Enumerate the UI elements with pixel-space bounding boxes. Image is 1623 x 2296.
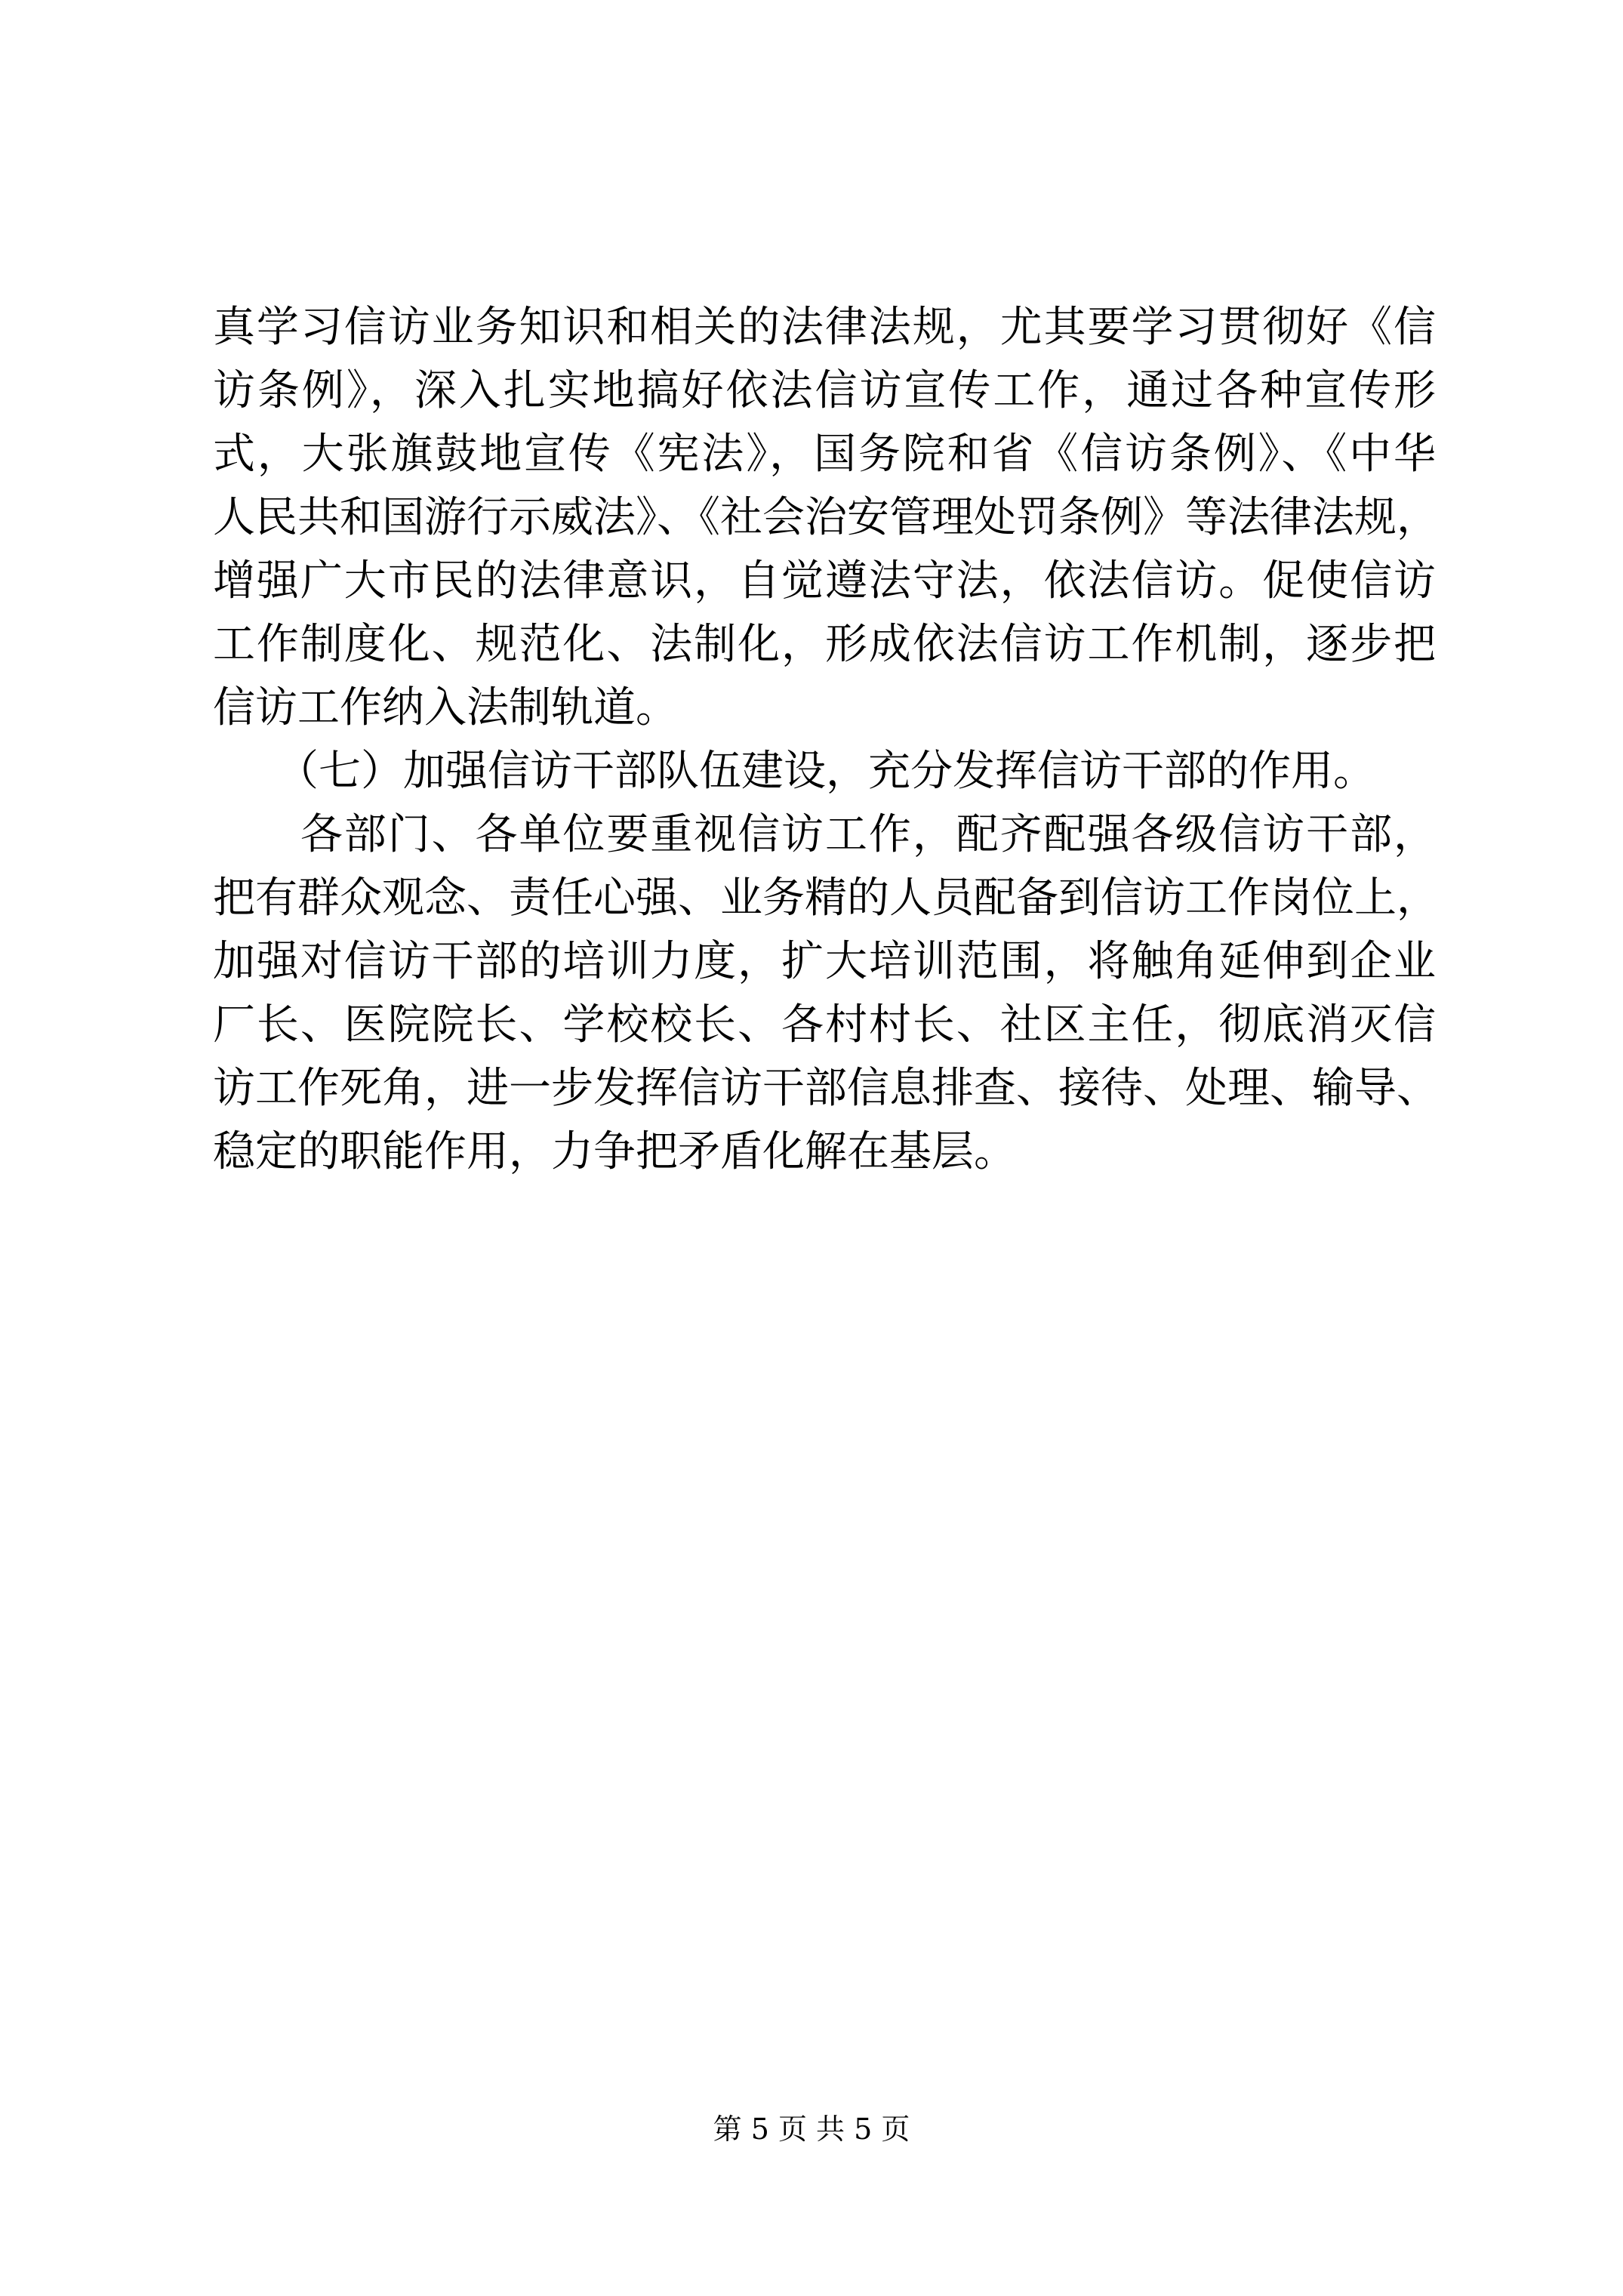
text-line: 访条例》，深入扎实地搞好依法信访宣传工作，通过各种宣传形 (213, 366, 1436, 415)
text-line: 工作制度化、规范化、法制化，形成依法信访工作机制，逐步把 (213, 620, 1436, 669)
text-line: 各部门、各单位要重视信访工作，配齐配强各级信访干部， (213, 810, 1436, 859)
text-line: 真学习信访业务知识和相关的法律法规，尤其要学习贯彻好《信 (213, 303, 1436, 352)
text-line: 访工作死角，进一步发挥信访干部信息排查、接待、处理、输导、 (213, 1064, 1439, 1113)
body-text (213, 296, 1439, 1184)
text-line: 增强广大市民的法律意识，自觉遵法守法，依法信访。促使信访 (213, 556, 1436, 606)
text-line: 人民共和国游行示威法》、《社会治安管理处罚条例》等法律法规， (213, 493, 1439, 542)
text-line: 厂长、医院院长、学校校长、各村村长、社区主任，彻底消灭信 (213, 1000, 1436, 1049)
text-line: 加强对信访干部的培训力度，扩大培训范围，将触角延伸到企业 (213, 937, 1436, 986)
text-line: 把有群众观念、责任心强、业务精的人员配备到信访工作岗位上， (213, 874, 1439, 923)
page-footer: 第 5 页 共 5 页 (713, 2113, 910, 2146)
section-heading: （七）加强信访干部队伍建设，充分发挥信访干部的作用。 (213, 747, 1375, 796)
text-line: 信访工作纳入法制轨道。 (213, 683, 678, 732)
text-line: 式，大张旗鼓地宣传《宪法》，国务院和省《信访条例》、《中华 (213, 430, 1436, 479)
text-line: 稳定的职能作用，力争把矛盾化解在基层。 (213, 1127, 1016, 1176)
